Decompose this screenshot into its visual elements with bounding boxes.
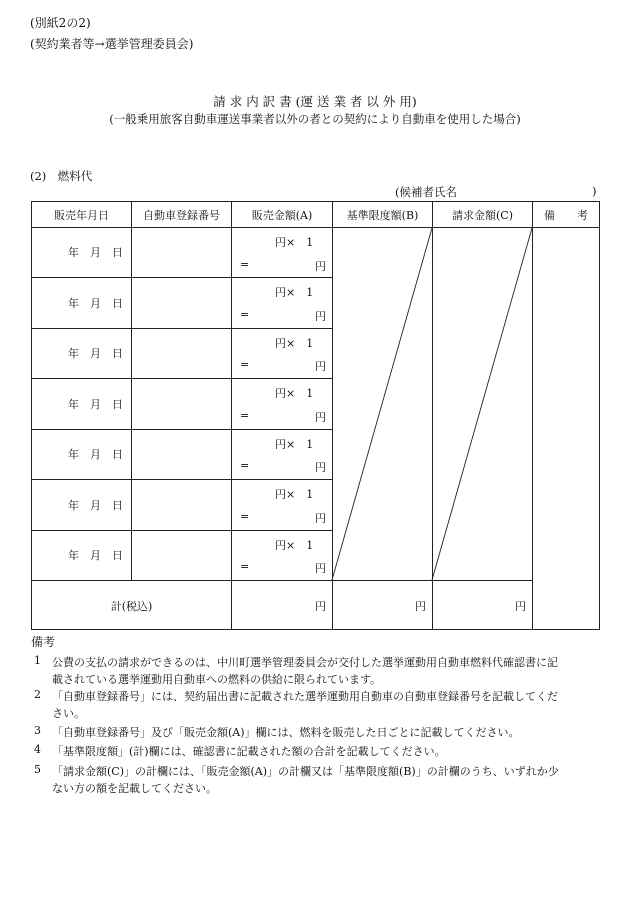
candidate-name-close: ) bbox=[592, 184, 597, 198]
table-row-amount-rate: 円× 1 bbox=[275, 337, 314, 350]
section-label: (2) 燃料代 bbox=[30, 169, 93, 183]
note-line: 「請求金額(C)」の計欄には、「販売金額(A)」の計欄又は「基準限度額(B)」の計欄のうち、いずれか少 bbox=[52, 765, 559, 778]
table-row-equals: = bbox=[240, 459, 250, 472]
document-subtitle: (一般乗用旅客自動車運送事業者以外の者との契約により自動車を使用した場合) bbox=[109, 112, 521, 126]
total-sale-amount-yen: 円 bbox=[315, 600, 326, 613]
header-sale-amount: 販売金額(A) bbox=[251, 209, 313, 222]
table-row-amount-rate: 円× 1 bbox=[275, 286, 314, 299]
note-line: 「自動車登録番号」には、契約届出書に記載された選挙運動用自動車の自動車登録番号を記載してくだ bbox=[52, 690, 558, 703]
note-number: 4 bbox=[34, 743, 41, 756]
table-row-equals: = bbox=[240, 510, 250, 523]
note-item bbox=[34, 654, 610, 688]
note-line: 「自動車登録番号」及び「販売金額(A)」欄には、燃料を販売した日ごとに記載してください。 bbox=[52, 726, 520, 739]
table-row-equals: = bbox=[240, 258, 250, 271]
table-row-date: 年 月 日 bbox=[68, 549, 123, 562]
table-row-amount-rate: 円× 1 bbox=[275, 438, 314, 451]
total-label: 計(税込) bbox=[110, 600, 153, 613]
table-row-amount-rate: 円× 1 bbox=[275, 539, 314, 552]
routing-label: (契約業者等→選挙管理委員会) bbox=[30, 37, 194, 51]
table-row-date: 年 月 日 bbox=[68, 246, 123, 259]
note-item bbox=[34, 724, 610, 741]
annex-label: (別紙2の2) bbox=[30, 16, 91, 30]
note-line: さい。 bbox=[52, 707, 85, 720]
note-item bbox=[34, 763, 610, 797]
note-item bbox=[34, 688, 610, 722]
header-remarks: 備 考 bbox=[544, 209, 588, 222]
candidate-name-label: (候補者氏名 bbox=[395, 185, 457, 199]
table-row-amount-rate: 円× 1 bbox=[275, 488, 314, 501]
note-number: 1 bbox=[34, 654, 41, 667]
note-item bbox=[34, 743, 610, 760]
table-row-yen: 円 bbox=[315, 512, 326, 525]
diagonal-b bbox=[332, 228, 432, 580]
table-row-yen: 円 bbox=[315, 360, 326, 373]
note-number: 3 bbox=[34, 724, 41, 737]
table-row-yen: 円 bbox=[315, 562, 326, 575]
header-sale-date: 販売年月日 bbox=[54, 209, 109, 222]
header-claim: 請求金額(C) bbox=[452, 209, 513, 222]
notes-heading: 備考 bbox=[31, 635, 56, 649]
note-line: 載されている選挙運動用自動車への燃料の供給に限られています。 bbox=[52, 673, 382, 686]
table-row-amount-rate: 円× 1 bbox=[275, 236, 314, 249]
table-row-date: 年 月 日 bbox=[68, 347, 123, 360]
note-line: 「基準限度額」(計)欄には、確認書に記載された額の合計を記載してください。 bbox=[52, 745, 446, 758]
table-row-amount-rate: 円× 1 bbox=[275, 387, 314, 400]
table-row-yen: 円 bbox=[315, 461, 326, 474]
header-registration: 自動車登録番号 bbox=[143, 209, 220, 222]
header-limit: 基準限度額(B) bbox=[346, 209, 419, 222]
total-claim-yen: 円 bbox=[515, 600, 526, 613]
note-line: 公費の支払の請求ができるのは、中川町選挙管理委員会が交付した選挙運動用自動車燃料代確認書に記 bbox=[52, 656, 558, 669]
diagonal-c bbox=[432, 228, 532, 580]
table-row-date: 年 月 日 bbox=[68, 499, 123, 512]
table-row-yen: 円 bbox=[315, 260, 326, 273]
table-row-yen: 円 bbox=[315, 411, 326, 424]
note-number: 5 bbox=[34, 763, 41, 776]
note-line: ない方の額を記載してください。 bbox=[52, 782, 217, 795]
table-row-equals: = bbox=[240, 409, 250, 422]
table-row-date: 年 月 日 bbox=[68, 398, 123, 411]
total-limit-yen: 円 bbox=[415, 600, 426, 613]
table-row-date: 年 月 日 bbox=[68, 297, 123, 310]
table-row-date: 年 月 日 bbox=[68, 448, 123, 461]
note-number: 2 bbox=[34, 688, 41, 701]
document-title: 請 求 内 訳 書 (運 送 業 者 以 外 用) bbox=[213, 94, 417, 109]
table-row-equals: = bbox=[240, 358, 250, 371]
table-row-yen: 円 bbox=[315, 310, 326, 323]
table-row-equals: = bbox=[240, 560, 250, 573]
table-row-equals: = bbox=[240, 308, 250, 321]
